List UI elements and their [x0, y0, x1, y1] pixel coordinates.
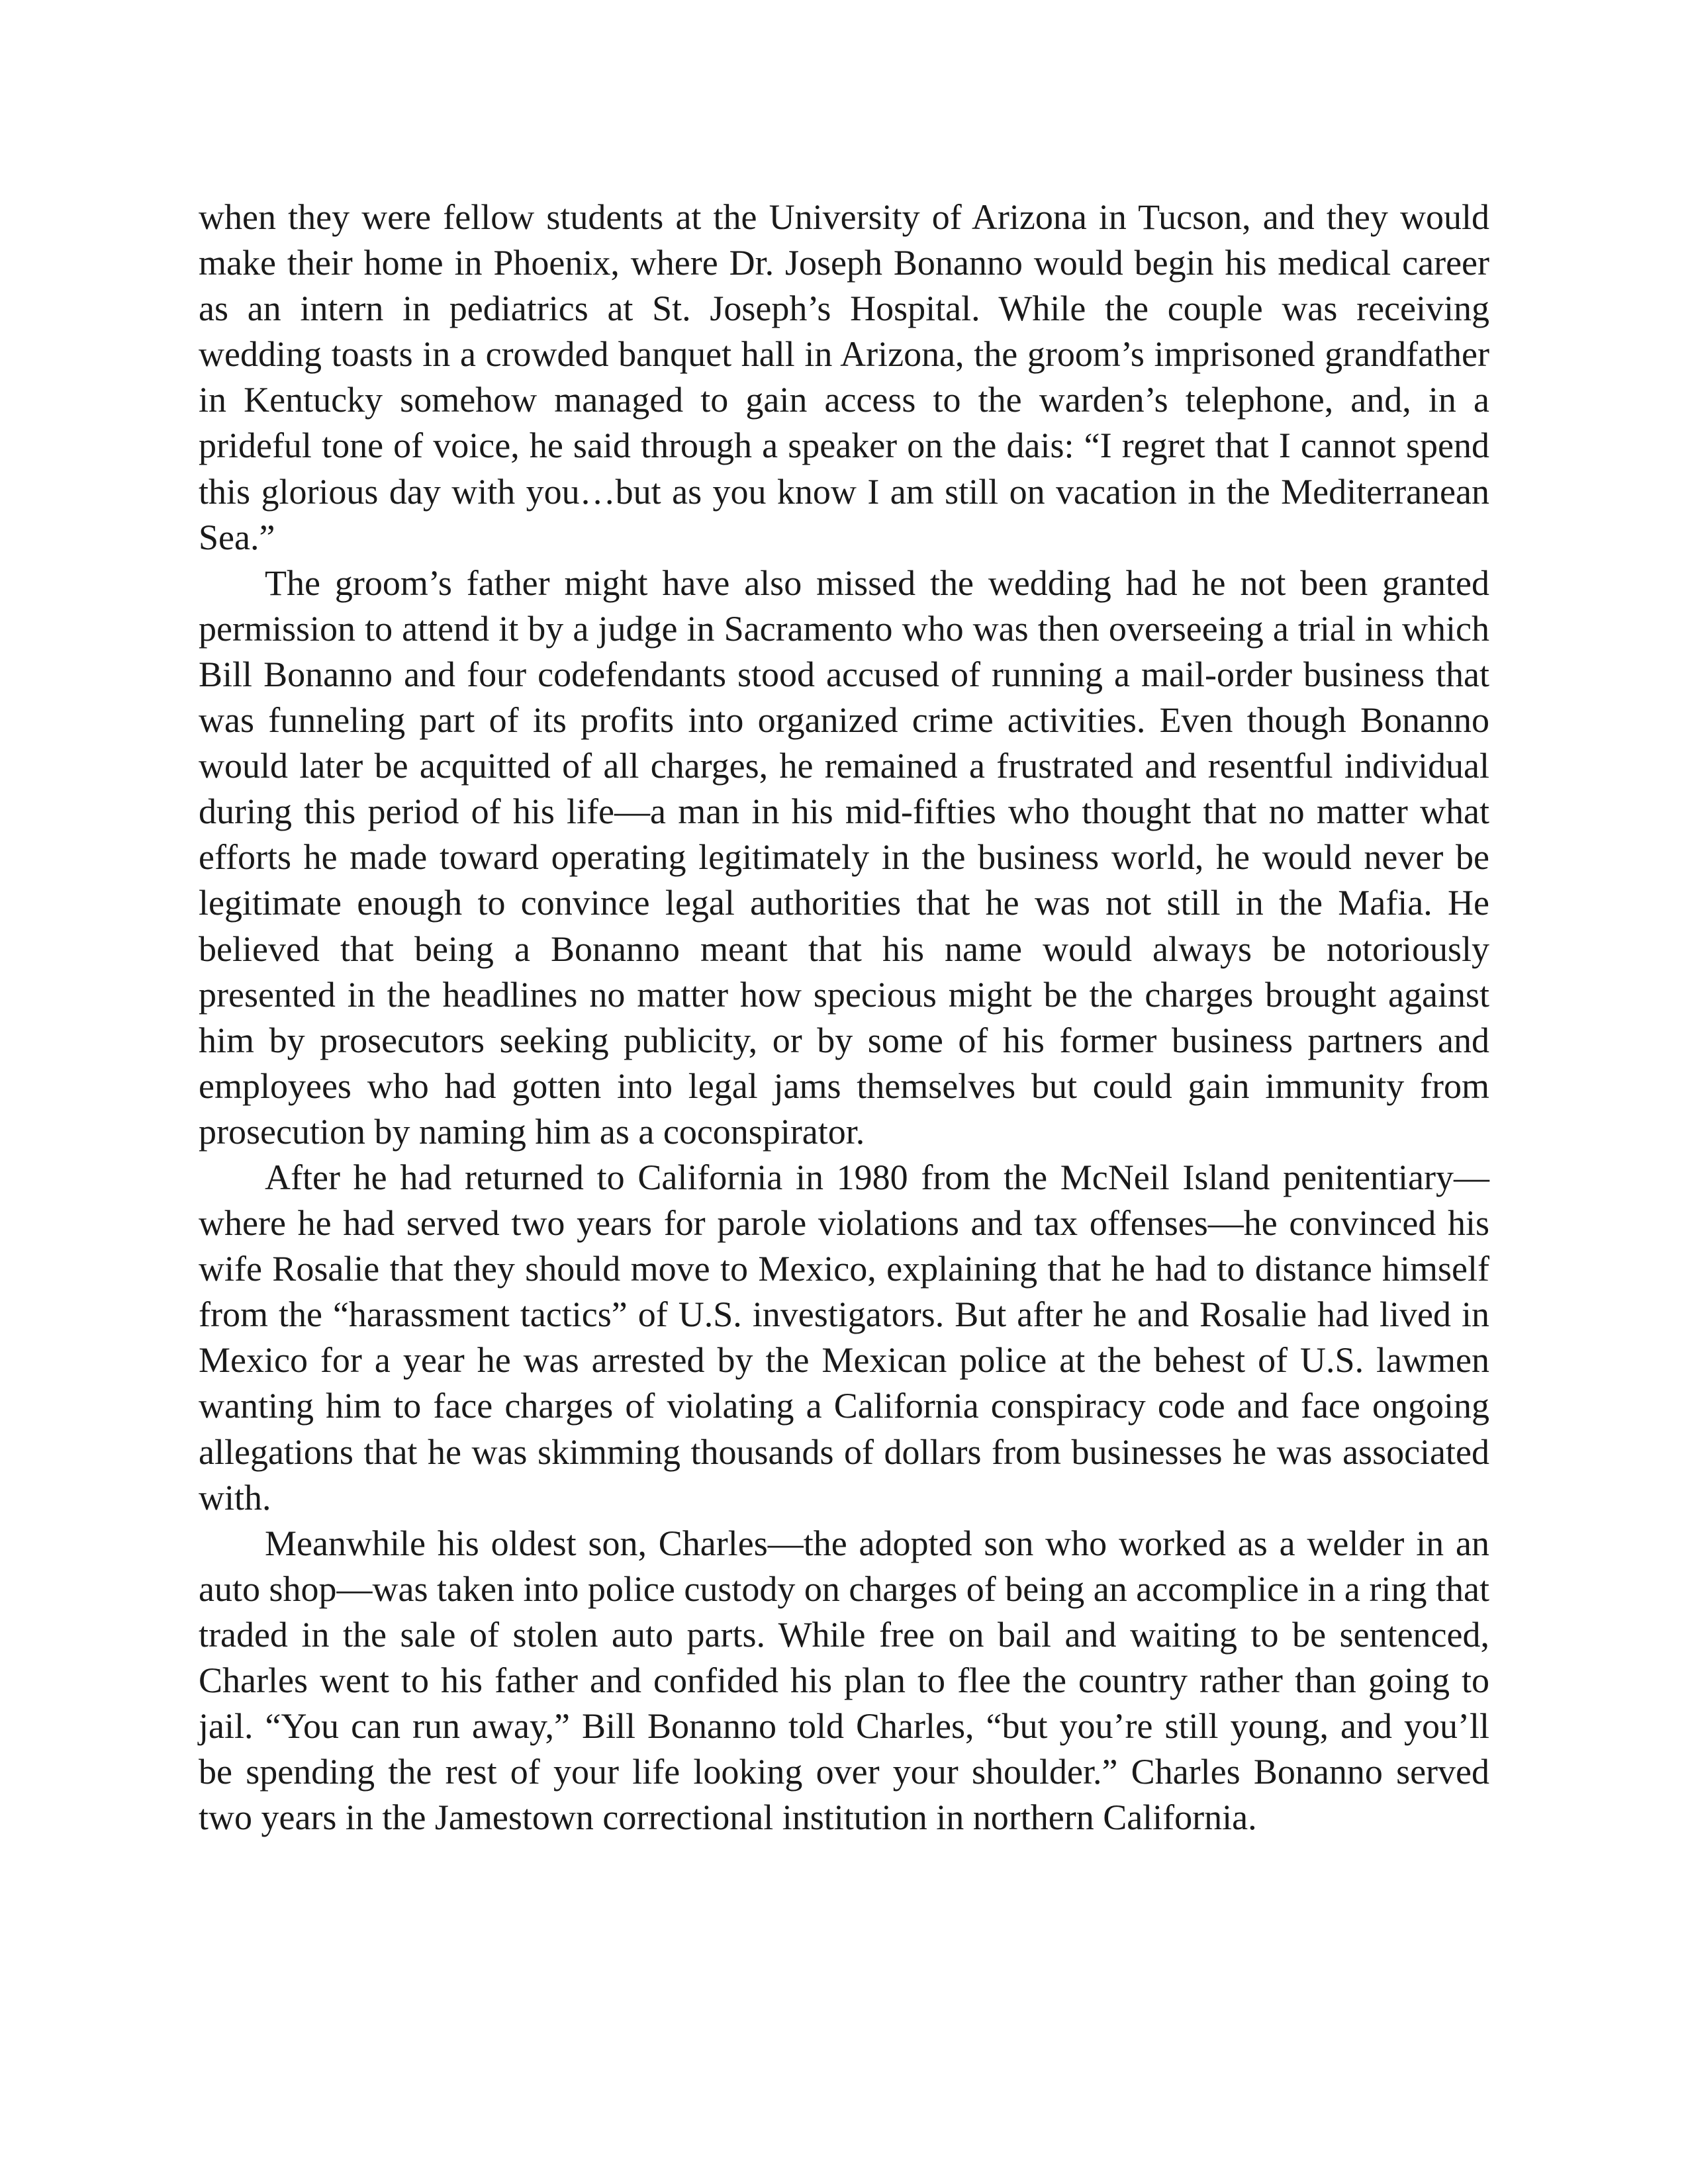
- paragraph-2: The groom’s father might have also missed the wedding had he not been granted permission to attend it by a judge in Sacramento who was then overseeing a trial in which Bill Bonanno and four codefendants stood accused of running a mail-order business that was funneling part of its profits into organized crime activities. Even though Bonanno would later be acquitted of all charges, he remained a frustrated and resentful individual during this period of his life—a man in his mid-fifties who thought that no matter what efforts he made toward operating legitimately in the business world, he would never be legitimate enough to convince legal authorities that he was not still in the Mafia. He believed that being a Bonanno meant that his name would always be notoriously presented in the headlines no matter how specious might be the charges brought against him by prosecutors seeking publicity, or by some of his former business partners and employees who had gotten into legal jams themselves but could gain immunity from prosecution by naming him as a coconspirator.: [199, 563, 1489, 1152]
- paragraph-4: Meanwhile his oldest son, Charles—the adopted son who worked as a welder in an auto shop—was taken into police custody on charges of being an accomplice in a ring that traded in the sale of stolen auto parts. While free on bail and waiting to be sentenced, Charles went to his father and confided his plan to flee the country rather than going to jail. “You can run away,” Bill Bonanno told Charles, “but you’re still young, and you’ll be spending the rest of your life looking over your shoulder.” Charles Bonanno served two years in the Jamestown correctional institution in northern California.: [199, 1523, 1489, 1838]
- body-text: [199, 195, 1489, 1841]
- paragraph-3: After he had returned to California in 1980 from the McNeil Island penitentiary—where he had served two years for parole violations and tax offenses—he convinced his wife Rosalie that they should move to Mexico, explaining that he had to distance himself from the “harassment tactics” of U.S. investigators. But after he and Rosalie had lived in Mexico for a year he was arrested by the Mexican police at the behest of U.S. lawmen wanting him to face charges of violating a California conspiracy code and face ongoing allegations that he was skimming thousands of dollars from businesses he was associated with.: [199, 1157, 1489, 1518]
- paragraph-1: when they were fellow students at the University of Arizona in Tucson, and they would make their home in Phoenix, where Dr. Joseph Bonanno would begin his medical career as an intern in pediatrics at St. Joseph’s Hospital. While the couple was receiving wedding toasts in a crowded banquet hall in Arizona, the groom’s imprisoned grandfather in Kentucky somehow managed to gain access to the warden’s telephone, and, in a prideful tone of voice, he said through a speaker on the dais: “I regret that I cannot spend this glorious day with you…but as you know I am still on vacation in the Mediterranean Sea.”: [199, 197, 1489, 557]
